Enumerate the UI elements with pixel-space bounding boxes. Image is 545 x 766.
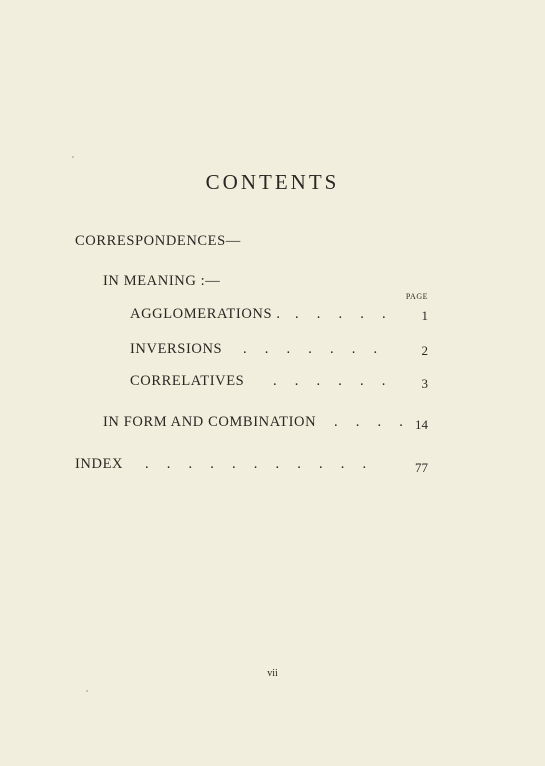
toc-entry-label: CORRELATIVES [130,373,245,389]
toc-entry-label: INVERSIONS [130,341,223,357]
toc-entry-label: AGGLOMERATIONS . [130,306,281,322]
page-title: CONTENTS [205,170,340,194]
toc-entry-page: 14 [415,417,428,432]
paper-speck [72,156,74,158]
page-column-label: PAGE [405,292,428,301]
toc-entry-label: IN FORM AND COMBINATION [103,414,317,430]
toc-entry-page: 77 [415,460,428,475]
section-heading-correspondences: CORRESPONDENCES— [75,233,241,249]
toc-entry-leader: . . . . . . . [243,341,378,357]
toc-entry-page: 2 [421,343,428,358]
toc-entry-leader: . . . . [334,414,403,430]
toc-entry-leader: . . . . . . [273,373,386,389]
toc-entry-label: INDEX [75,456,124,472]
toc-entry-page: 1 [421,308,428,323]
toc-entry-leader: . . . . . [295,306,386,322]
toc-entry-page: 3 [421,376,428,391]
toc-entry-leader: . . . . . . . . . . . [145,456,367,472]
subsection-heading-in-meaning: IN MEANING :— [103,273,221,289]
page-folio: vii [267,668,278,679]
paper-speck [86,690,88,692]
